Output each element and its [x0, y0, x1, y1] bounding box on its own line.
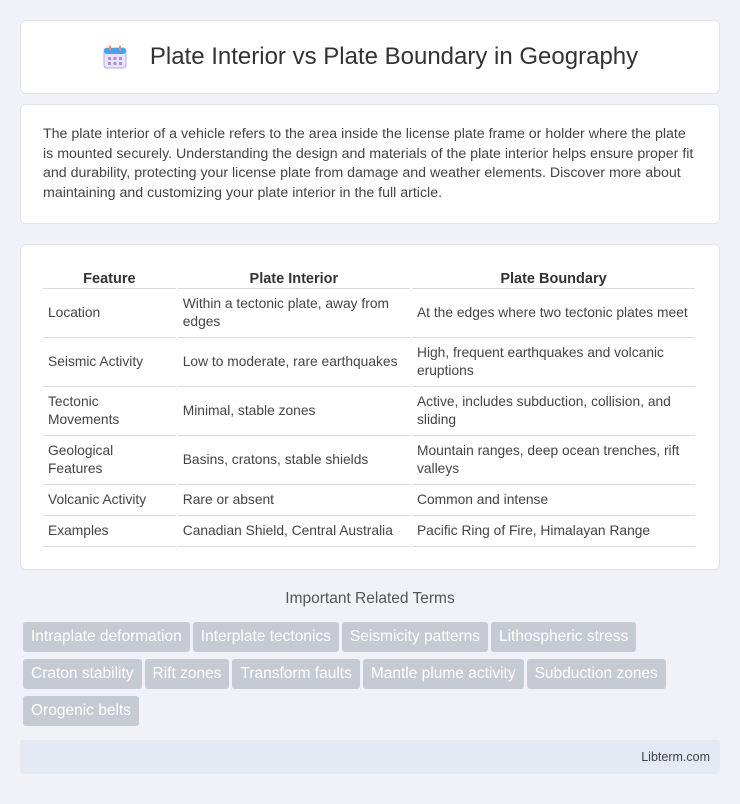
table-cell: Examples [43, 516, 176, 547]
table-row [43, 338, 695, 387]
tag-orogenic-belts[interactable]: Orogenic belts [23, 696, 139, 726]
table-cell: Minimal, stable zones [178, 387, 410, 436]
footer-site-link[interactable]: Libterm.com [641, 750, 710, 764]
column-header-plate-interior: Plate Interior [178, 267, 410, 289]
table-cell: Low to moderate, rare earthquakes [178, 338, 410, 387]
header-card [20, 20, 720, 94]
table-cell: Rare or absent [178, 485, 410, 516]
table-cell: Within a tectonic plate, away from edges [178, 289, 410, 338]
tag-mantle-plume-activity[interactable]: Mantle plume activity [363, 659, 524, 689]
table-cell: Volcanic Activity [43, 485, 176, 516]
table-cell: Basins, cratons, stable shields [178, 436, 410, 485]
table-row [43, 436, 695, 485]
table-cell: At the edges where two tectonic plates meet [412, 289, 695, 338]
table-row [43, 485, 695, 516]
comparison-table [41, 267, 697, 547]
tag-subduction-zones[interactable]: Subduction zones [527, 659, 666, 689]
footer [20, 740, 720, 774]
tag-rift-zones[interactable]: Rift zones [145, 659, 230, 689]
table-cell: Active, includes subduction, collision, and sliding [412, 387, 695, 436]
comparison-table-card [20, 244, 720, 570]
table-cell: Location [43, 289, 176, 338]
table-row [43, 289, 695, 338]
column-header-feature: Feature [43, 267, 176, 289]
tag-transform-faults[interactable]: Transform faults [232, 659, 359, 689]
table-cell: High, frequent earthquakes and volcanic eruptions [412, 338, 695, 387]
calendar-icon [102, 44, 128, 70]
page-title: Plate Interior vs Plate Boundary in Geography [149, 43, 639, 70]
related-terms-tags [23, 622, 723, 733]
table-cell: Tectonic Movements [43, 387, 176, 436]
table-cell: Pacific Ring of Fire, Himalayan Range [412, 516, 695, 547]
related-terms-title: Important Related Terms [285, 590, 455, 607]
tag-intraplate-deformation[interactable]: Intraplate deformation [23, 622, 190, 652]
tag-lithospheric-stress[interactable]: Lithospheric stress [491, 622, 636, 652]
intro-text: The plate interior of a vehicle refers to the area inside the license plate frame or holder where the plate is mounted securely. Understanding the design and materials of the plate interior helps ensure proper fit and durability, protecting your license plate from damage and weather elements. Discover more about maintaining and customizing your plate interior in the full article. [43, 126, 694, 201]
table-cell: Seismic Activity [43, 338, 176, 387]
tag-seismicity-patterns[interactable]: Seismicity patterns [342, 622, 488, 652]
table-cell: Common and intense [412, 485, 695, 516]
table-header-row [43, 267, 695, 289]
table-cell: Geological Features [43, 436, 176, 485]
tag-craton-stability[interactable]: Craton stability [23, 659, 142, 689]
table-row [43, 387, 695, 436]
table-cell: Canadian Shield, Central Australia [178, 516, 410, 547]
table-cell: Mountain ranges, deep ocean trenches, rift valleys [412, 436, 695, 485]
intro-card [20, 104, 720, 224]
table-row [43, 516, 695, 547]
tag-interplate-tectonics[interactable]: Interplate tectonics [193, 622, 339, 652]
column-header-plate-boundary: Plate Boundary [412, 267, 695, 289]
